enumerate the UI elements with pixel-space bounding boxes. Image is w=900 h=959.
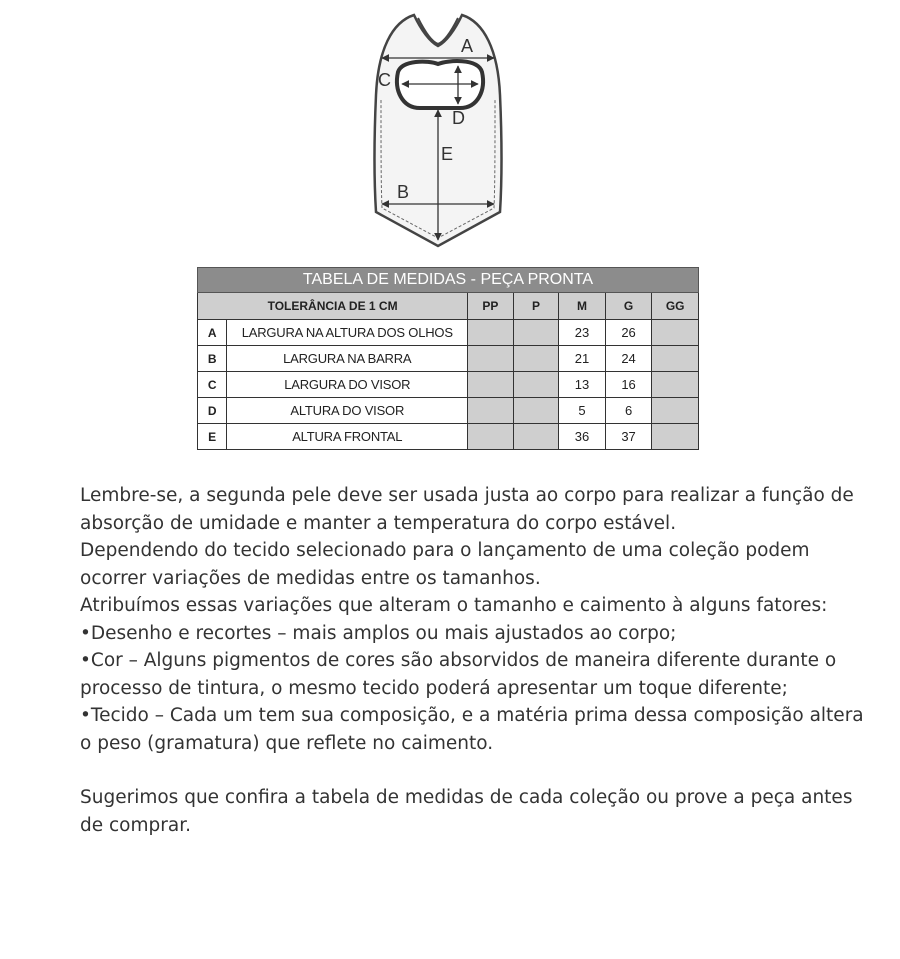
- value-cell: [652, 320, 699, 346]
- note-bullet-fabric: •Tecido – Cada um tem sua composição, e a matéria prima dessa composição altera o peso (gramatura) que reflete no caimento.: [80, 705, 864, 754]
- value-cell: [652, 398, 699, 424]
- label-e: E: [441, 144, 454, 164]
- table-row: [198, 346, 699, 372]
- value-cell: [468, 346, 514, 372]
- value-cell: 6: [605, 398, 652, 424]
- value-cell: [468, 320, 514, 346]
- label-d: D: [452, 108, 465, 128]
- size-header-gg: GG: [652, 293, 699, 320]
- row-letter: B: [198, 346, 227, 372]
- value-cell: [513, 320, 559, 346]
- value-cell: [468, 398, 514, 424]
- value-cell: 24: [605, 346, 652, 372]
- measurement-name: LARGURA NA ALTURA DOS OLHOS: [227, 320, 468, 346]
- note-bullet-design: •Desenho e recortes – mais amplos ou mais ajustados ao corpo;: [80, 622, 677, 644]
- value-cell: [468, 424, 514, 450]
- value-cell: 13: [559, 372, 606, 398]
- value-cell: [513, 398, 559, 424]
- row-letter: C: [198, 372, 227, 398]
- care-notes: [80, 482, 880, 839]
- note-paragraph-fabric: Dependendo do tecido selecionado para o lançamento de uma coleção podem ocorrer variações de medidas entre os tamanhos.: [80, 540, 810, 589]
- value-cell: [513, 372, 559, 398]
- table-title-row: [198, 268, 699, 293]
- measurement-name: LARGURA DO VISOR: [227, 372, 468, 398]
- value-cell: [652, 424, 699, 450]
- note-paragraph-factors: Atribuímos essas variações que alteram o tamanho e caimento à alguns fatores:: [80, 595, 828, 616]
- value-cell: [652, 346, 699, 372]
- table-row: [198, 424, 699, 450]
- row-letter: A: [198, 320, 227, 346]
- tolerance-header: TOLERÂNCIA DE 1 CM: [198, 293, 468, 320]
- measurement-name: LARGURA NA BARRA: [227, 346, 468, 372]
- value-cell: [468, 372, 514, 398]
- value-cell: [652, 372, 699, 398]
- table-header-row: [198, 293, 699, 320]
- table-row: [198, 320, 699, 346]
- note-paragraph-fit: Lembre-se, a segunda pele deve ser usada justa ao corpo para realizar a função de absorção de umidade e manter a temperatura do corpo estável.: [80, 485, 854, 534]
- note-bullet-color: •Cor – Alguns pigmentos de cores são absorvidos de maneira diferente durante o processo de tintura, o mesmo tecido poderá apresentar um toque diferente;: [80, 650, 837, 699]
- label-a: A: [461, 36, 474, 56]
- value-cell: 21: [559, 346, 606, 372]
- value-cell: 16: [605, 372, 652, 398]
- value-cell: 26: [605, 320, 652, 346]
- table-row: [198, 398, 699, 424]
- value-cell: 5: [559, 398, 606, 424]
- row-letter: D: [198, 398, 227, 424]
- size-table: [197, 267, 699, 450]
- size-header-g: G: [605, 293, 652, 320]
- table-row: [198, 372, 699, 398]
- value-cell: 36: [559, 424, 606, 450]
- measurement-name: ALTURA FRONTAL: [227, 424, 468, 450]
- row-letter: E: [198, 424, 227, 450]
- note-paragraph-suggestion: Sugerimos que confira a tabela de medidas de cada coleção ou prove a peça antes de comprar.: [80, 787, 853, 836]
- size-header-m: M: [559, 293, 606, 320]
- balaclava-diagram: [0, 0, 900, 260]
- measurement-name: ALTURA DO VISOR: [227, 398, 468, 424]
- value-cell: [513, 346, 559, 372]
- label-b: B: [397, 182, 410, 202]
- table-title: TABELA DE MEDIDAS - PEÇA PRONTA: [198, 268, 699, 293]
- label-c: C: [378, 70, 391, 90]
- size-header-pp: PP: [468, 293, 514, 320]
- value-cell: 23: [559, 320, 606, 346]
- value-cell: 37: [605, 424, 652, 450]
- value-cell: [513, 424, 559, 450]
- size-header-p: P: [513, 293, 559, 320]
